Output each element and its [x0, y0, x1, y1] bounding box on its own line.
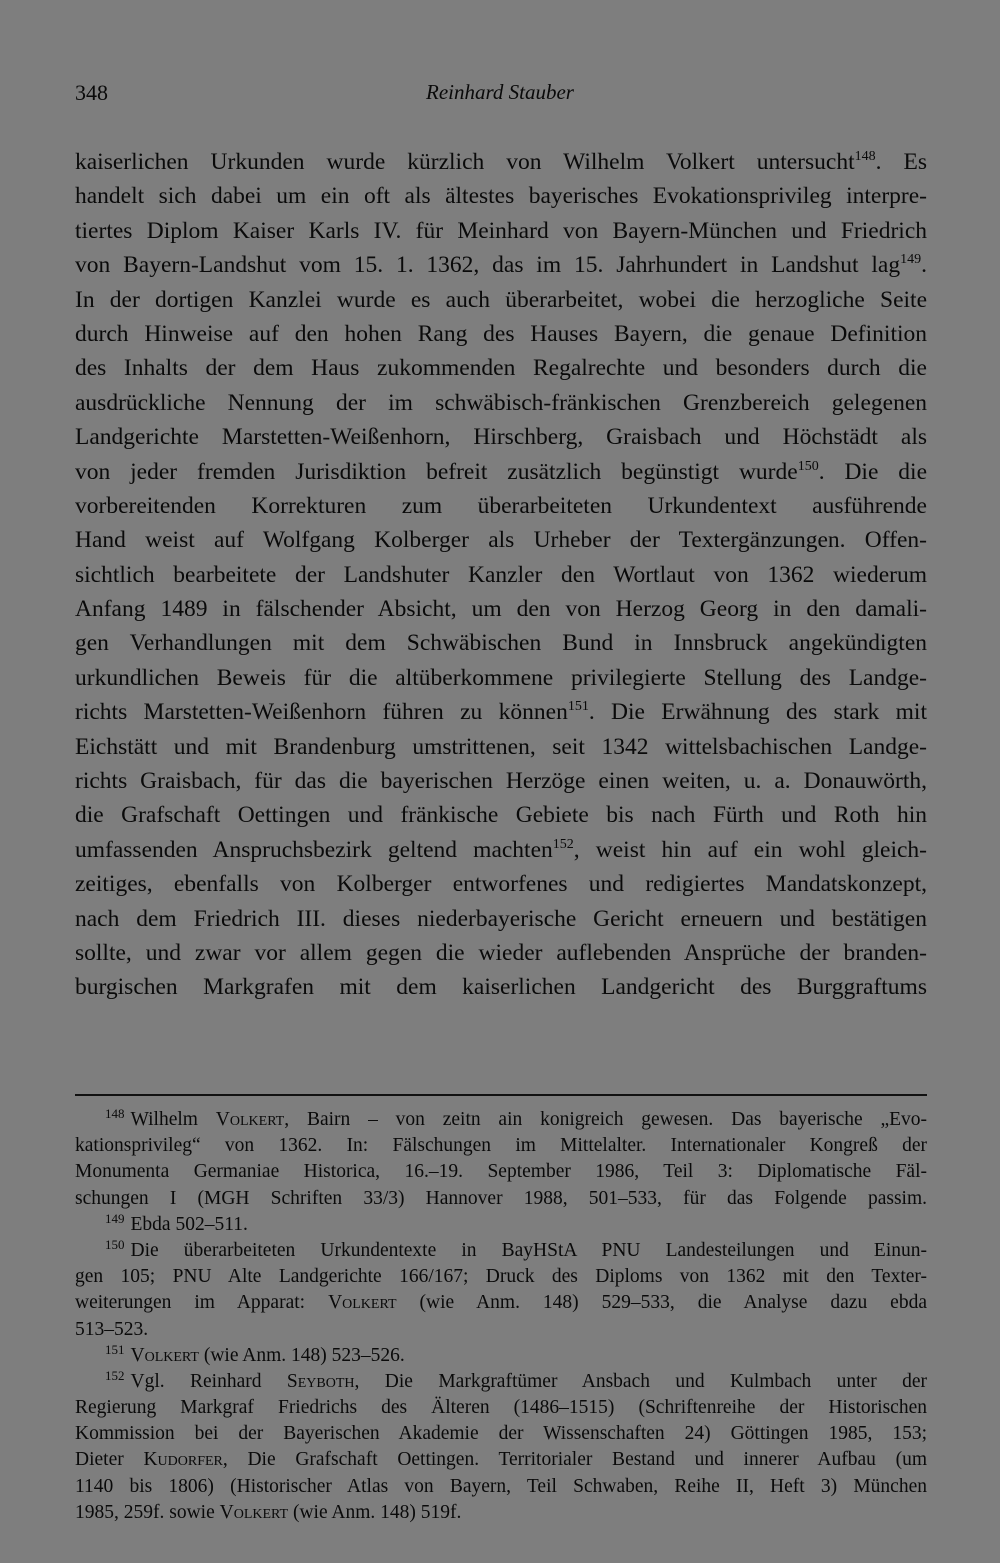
body-line	[75, 455, 927, 489]
footnote-text: , Die Grafschaft Oettingen. Territorialer Bestand und innerer Aufbau (um	[222, 1449, 927, 1471]
body-line	[75, 558, 927, 592]
body-line	[75, 317, 927, 351]
footnote-text: Monumenta Germaniae Historica, 16.–19. September 1986, Teil 3: Diplomatische Fäl-	[75, 1161, 927, 1183]
body-line-text: urkundlichen Beweis für die altüberkommene privilegierte Stellung des Landge-	[75, 664, 927, 691]
footnote-text: weiterungen im Apparat:	[75, 1292, 329, 1314]
footnote-number: 150	[105, 1236, 125, 1252]
body-line-text: Hand weist auf Wolfgang Kolberger als Urheber der Textergänzungen. Offen-	[75, 527, 927, 554]
body-line-text: Eichstätt und mit Brandenburg umstrittenen, seit 1342 wittelsbachischen Landge-	[75, 733, 927, 760]
footnote-line	[75, 1186, 927, 1212]
body-line	[75, 970, 927, 1004]
body-line-text: nach dem Friedrich III. dieses niederbayerische Gericht erneuern und bestätigen	[75, 905, 927, 932]
running-head: Reinhard Stauber	[426, 80, 574, 104]
footnote-line	[75, 1447, 927, 1473]
author-name: Volkert	[130, 1344, 199, 1366]
footnote-line	[75, 1317, 927, 1343]
body-line	[75, 902, 927, 936]
body-line-text: zeitiges, ebenfalls von Kolberger entworfenes und redigiertes Mandatskonzept,	[75, 871, 927, 898]
page-number: 348	[75, 80, 108, 105]
footnote-line	[75, 1212, 927, 1238]
body-line	[75, 386, 927, 420]
body-line	[75, 695, 927, 729]
body-line-text: gen Verhandlungen mit dem Schwäbischen Bund in Innsbruck angekündigten	[75, 630, 927, 657]
author-name: Volkert	[215, 1109, 285, 1130]
footnote-line	[75, 1369, 927, 1395]
footnote-line	[75, 1343, 927, 1369]
footnotes	[75, 1107, 927, 1526]
body-line-text: ausdrückliche Nennung der im schwäbisch-fränkischen Grenzbereich gelegenen	[75, 389, 927, 416]
body-line-text: die Grafschaft Oettingen und fränkische Gebiete bis nach Fürth und Roth hin	[75, 802, 927, 829]
body-line-text: tiertes Diplom Kaiser Karls IV. für Meinhard von Bayern-München und Friedrich	[75, 217, 927, 244]
body-line	[75, 626, 927, 660]
body-line-tail: , weist hin auf ein wohl gleich-	[573, 836, 927, 863]
footnote-line	[75, 1238, 927, 1264]
footnote-text: , Die Markgraftümer Ansbach und Kulmbach unter der	[354, 1370, 927, 1392]
body-line-text: richts Graisbach, für das die bayerischen Herzöge einen weiten, u. a. Donauwörth,	[75, 768, 927, 795]
body-line	[75, 661, 927, 695]
footnote-line	[75, 1500, 927, 1526]
body-line	[75, 248, 927, 282]
footnote-divider	[75, 1094, 927, 1096]
body-line	[75, 214, 927, 248]
footnote-text: kationsprivileg“ von 1362. In: Fälschungen im Mittelalter. Internationaler Kongreß der	[75, 1135, 927, 1157]
body-line	[75, 420, 927, 454]
body-line	[75, 936, 927, 970]
footnote-line	[75, 1290, 927, 1316]
footnote-text: Dieter	[75, 1449, 144, 1471]
footnote-line	[75, 1159, 927, 1185]
footnote-text: Kommission bei der Bayerischen Akademie der Wissenschaften 24) Göttingen 1985, 153;	[75, 1423, 927, 1445]
body-line-text: In der dortigen Kanzlei wurde es auch überarbeitet, wobei die herzogliche Seite	[75, 286, 927, 313]
footnote-line	[75, 1264, 927, 1290]
body-line-text: umfassenden Anspruchsbezirk geltend machten	[75, 836, 553, 863]
body-line-text: Anfang 1489 in fälschender Absicht, um den von Herzog Georg in den damali-	[75, 596, 927, 623]
footnote-text: gen 105; PNU Alte Landgerichte 166/167; Druck des Diploms von 1362 mit den Texter-	[75, 1266, 927, 1288]
author-name: Volkert	[219, 1501, 289, 1523]
footnote-text: Vgl. Reinhard	[130, 1370, 287, 1392]
body-line-text: des Inhalts der dem Haus zukommenden Regalrechte und besonders durch die	[75, 355, 927, 382]
footnote-text: Ebda 502–511.	[130, 1213, 248, 1235]
author-name: Seyboth	[286, 1370, 355, 1392]
footnote-reference: 151	[567, 699, 589, 715]
body-line	[75, 351, 927, 385]
footnote-text: (wie Anm. 148) 523–526.	[198, 1344, 405, 1366]
footnote-reference: 152	[552, 836, 574, 852]
footnote-text: 1140 bis 1806) (Historischer Atlas von Bayern, Teil Schwaben, Reihe II, Heft 3) München	[75, 1475, 927, 1497]
body-line	[75, 867, 927, 901]
footnote-text: Wilhelm	[130, 1109, 216, 1130]
body-line-text: von Bayern-Landshut vom 15. 1. 1362, das im 15. Jahrhundert in Landshut lag	[75, 252, 901, 279]
body-line-text: sollte, und zwar vor allem gegen die wieder auflebenden Ansprüche der branden-	[75, 939, 927, 966]
body-line	[75, 798, 927, 832]
body-line-text: von jeder fremden Jurisdiktion befreit zusätzlich begünstigt wurde	[75, 458, 798, 485]
footnote-line	[75, 1133, 927, 1159]
body-line	[75, 179, 927, 213]
body-line-text: sichtlich bearbeitete der Landshuter Kanzler den Wortlaut von 1362 wiederum	[75, 561, 927, 588]
footnote-line	[75, 1474, 927, 1500]
footnote-reference: 150	[797, 458, 819, 474]
body-line-tail: . Es	[875, 149, 928, 175]
footnote-number: 148	[105, 1106, 125, 1121]
body-line	[75, 833, 927, 867]
footnote-number: 152	[105, 1367, 125, 1383]
footnote-text: , Bairn – von zeitn ain konigreich gewesen. Das bayerische „Evo-	[284, 1109, 928, 1130]
footnote-text: (wie Anm. 148) 519f.	[288, 1501, 462, 1523]
body-line-tail: . Die die	[818, 458, 927, 485]
author-name: Kudorfer	[143, 1449, 223, 1471]
footnote-line	[75, 1421, 927, 1447]
body-line-text: durch Hinweise auf den hohen Rang des Hauses Bayern, die genaue Definition	[75, 320, 927, 347]
footnote-line	[75, 1395, 927, 1421]
body-line	[75, 592, 927, 626]
footnote-reference: 148	[854, 149, 876, 164]
body-line-text: kaiserlichen Urkunden wurde kürzlich von Wilhelm Volkert untersucht	[75, 149, 855, 175]
footnote-text: (wie Anm. 148) 529–533, die Analyse dazu ebda	[396, 1292, 927, 1314]
body-line-text: Landgerichte Marstetten-Weißenhorn, Hirschberg, Graisbach und Höchstädt als	[75, 424, 927, 451]
footnote-text: Die überarbeiteten Urkundentexte in BayHStA PNU Landesteilungen und Einun-	[130, 1239, 927, 1261]
body-line-text: richts Marstetten-Weißenhorn führen zu können	[75, 699, 568, 726]
footnote-text: 1985, 259f. sowie	[75, 1501, 220, 1523]
body-line	[75, 145, 927, 179]
footnote-line	[75, 1107, 927, 1133]
footnote-text: Regierung Markgraf Friedrichs des Älteren (1486–1515) (Schriftenreihe der Historischen	[75, 1397, 927, 1419]
body-line	[75, 764, 927, 798]
body-line-text: burgischen Markgrafen mit dem kaiserlichen Landgericht des Burggraftums	[75, 974, 927, 1001]
body-line	[75, 283, 927, 317]
footnote-reference: 149	[900, 252, 922, 268]
body-line	[75, 730, 927, 764]
body-line-tail: . Die Erwähnung des stark mit	[588, 699, 927, 726]
author-name: Volkert	[328, 1292, 397, 1314]
footnote-text: schungen I (MGH Schriften 33/3) Hannover 1988, 501–533, für das Folgende passim.	[75, 1187, 927, 1209]
footnote-number: 151	[105, 1341, 125, 1357]
body-line-text: handelt sich dabei um ein oft als ältestes bayerisches Evokationsprivileg interpre-	[75, 183, 927, 210]
footnote-number: 149	[105, 1210, 125, 1226]
body-line-tail: .	[921, 252, 927, 279]
body-line-text: vorbereitenden Korrekturen zum überarbeiteten Urkundentext ausführende	[75, 492, 927, 519]
body-line	[75, 523, 927, 557]
body-text	[75, 145, 927, 1005]
body-line	[75, 489, 927, 523]
footnote-text: 513–523.	[75, 1318, 149, 1340]
